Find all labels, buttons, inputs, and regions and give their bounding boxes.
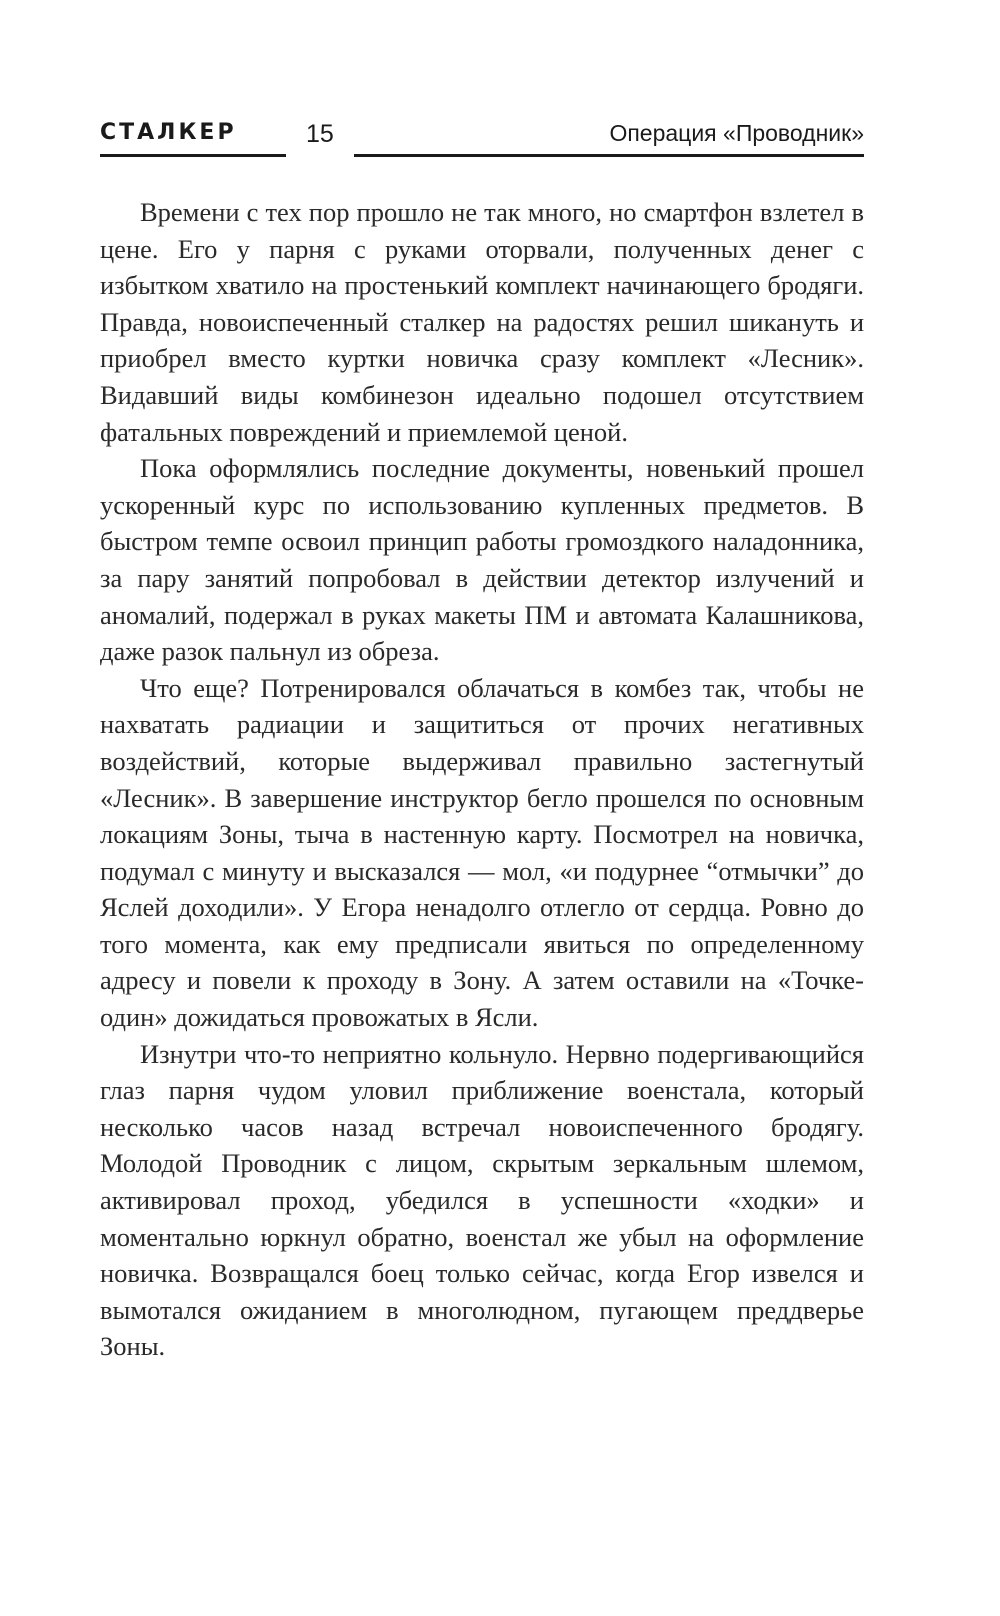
page-number: 15 [306, 120, 334, 148]
paragraph: Что еще? Потренировался облачаться в комбез так, чтобы не нахватать радиации и защититься от прочих негативных воздействий, которые выдерживал правильно застегнутый «Лесник». В завершение инструктор бегло прошелся по основным локациям Зоны, тыча в настенную карту. Посмотрел на новичка, подумал с минуту и высказался — мол, «и подурнее “отмычки” до Яслей доходили». У Егора ненадолго отлегло от сердца. Ровно до того момента, как ему предписали явиться по определенному адресу и повели к проходу в Зону. А затем оставили на «Точке-один» дожидаться провожатых в Ясли. [100, 672, 864, 1033]
body-text [100, 194, 864, 1365]
series-underline [100, 154, 286, 157]
paragraph: Времени с тех пор прошло не так много, но смартфон взлетел в цене. Его у парня с руками оторвали, полученных денег с избытком хватило на простенький комплект начинающего бродяги. Правда, новоиспеченный сталкер на радостях решил шикануть и приобрел вместо куртки новичка сразу комплект «Лесник». Видавший виды комбинезон идеально подошел отсутствием фатальных повреждений и приемлемой ценой. [100, 197, 864, 447]
paragraph: Изнутри что-то неприятно кольнуло. Нервно подергивающийся глаз парня чудом уловил приближение военстала, который несколько часов назад встречал новоиспеченного бродягу. Молодой Проводник с лицом, скрытым зеркальным шлемом, активировал проход, убедился в успешности «ходки» и моментально юркнул обратно, военстал же убыл на оформление новичка. Возвращался боец только сейчас, когда Егор извелся и вымотался ожиданием в многолюдном, пугающем преддверье Зоны. [100, 1038, 864, 1362]
series-title: СТАЛКЕР [100, 120, 237, 145]
running-title: Операция «Проводник» [609, 120, 864, 146]
paragraph: Пока оформлялись последние документы, новенький прошел ускоренный курс по использованию купленных предметов. В быстром темпе освоил принцип работы громоздкого наладонника, за пару занятий попробовал в действии детектор излучений и аномалий, подержал в руках макеты ПМ и автомата Калашникова, даже разок пальнул из обреза. [100, 453, 864, 667]
page-header [100, 120, 864, 162]
title-underline [354, 154, 864, 157]
